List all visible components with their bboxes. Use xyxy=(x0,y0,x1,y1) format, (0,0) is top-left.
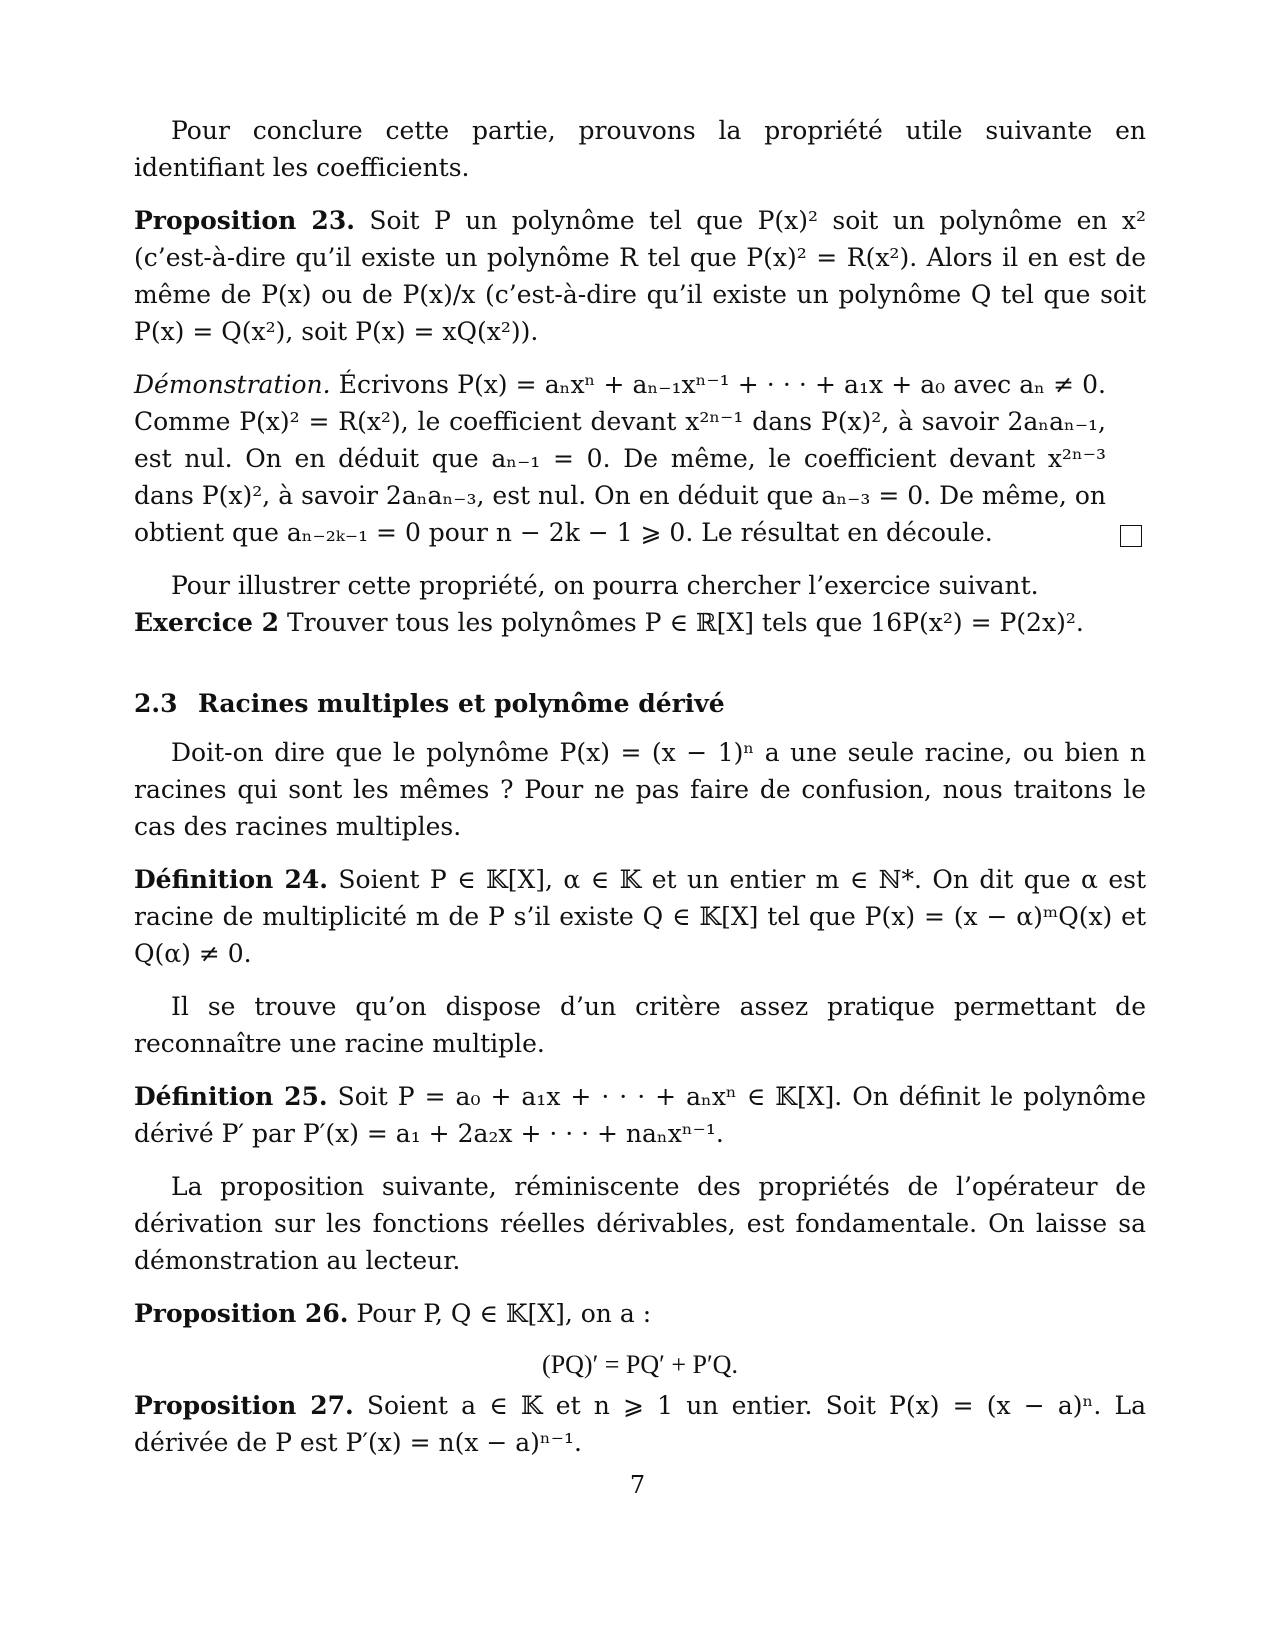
proposition-26-label: Proposition 26. xyxy=(134,1299,349,1328)
demonstration-text: Écrivons P(x) = aₙxⁿ + aₙ₋₁xⁿ⁻¹ + · · · + a₁x + a₀ avec aₙ ≠ 0. Comme P(x)² = R(x²), le coefficient devant x²ⁿ⁻¹ dans P(x)², à savoir 2aₙaₙ₋₁, est nul. On en déduit que aₙ₋₁ = 0. De même, le coefficient devant x²ⁿ⁻³ dans P(x)², à savoir 2aₙaₙ₋₃, est nul. On en déduit que aₙ₋₃ = 0. De même, on obtient que aₙ₋₂ₖ₋₁ = 0 pour n − 2k − 1 ⩾ 0. Le résultat en découle. xyxy=(134,370,1106,547)
proposition-26-text: Pour P, Q ∈ 𝕂[X], on a : xyxy=(356,1299,652,1328)
proposition-26-formula: (PQ)′ = PQ′ + P′Q. xyxy=(542,1350,738,1379)
qed-square-icon xyxy=(1120,525,1142,547)
definition-25-text: Soit P = a₀ + a₁x + · · · + aₙxⁿ ∈ 𝕂[X]. On définit le polynôme dérivé P′ par P′(x) = a₁ + 2a₂x + · · · + naₙxⁿ⁻¹. xyxy=(134,1082,1147,1148)
section-title: Racines multiples et polynôme dérivé xyxy=(198,689,725,718)
definition-25-label: Définition 25. xyxy=(134,1082,328,1111)
section-intro-paragraph: Doit-on dire que le polynôme P(x) = (x − 1)ⁿ a une seule racine, ou bien n racines qui sont les mêmes ? Pour ne pas faire de confusion, nous traitons le cas des racines multiples. xyxy=(134,738,1146,841)
proposition-23-text: Soit P un polynôme tel que P(x)² soit un polynôme en x² (c’est-à-dire qu’il existe un polynôme R tel que P(x)² = R(x²). Alors il en est de même de P(x) ou de P(x)/x (c’est-à-dire qu’il existe un polynôme Q tel que soit P(x) = Q(x²), soit P(x) = xQ(x²)). xyxy=(134,206,1147,346)
illustration-paragraph: Pour illustrer cette propriété, on pourra chercher l’exercice suivant. xyxy=(171,571,1039,600)
proposition-intro-paragraph: La proposition suivante, réminiscente des propriétés de l’opérateur de dérivation sur les fonctions réelles dérivables, est fondamentale. On laisse sa démonstration au lecteur. xyxy=(134,1172,1146,1275)
exercise-2 xyxy=(134,604,1146,641)
definition-24-text: Soient P ∈ 𝕂[X], α ∈ 𝕂 et un entier m ∈ ℕ*. On dit que α est racine de multiplicité m de P s’il existe Q ∈ 𝕂[X] tel que P(x) = (x − α)ᵐQ(x) et Q(α) ≠ 0. xyxy=(134,865,1147,968)
page-number: 7 xyxy=(629,1471,646,1499)
intro-paragraph: Pour conclure cette partie, prouvons la propriété utile suivante en identifiant les coefficients. xyxy=(134,116,1146,182)
proposition-27-text: Soient a ∈ 𝕂 et n ⩾ 1 un entier. Soit P(x) = (x − a)ⁿ. La dérivée de P est P′(x) = n(x − a)ⁿ⁻¹. xyxy=(134,1391,1146,1457)
definition-24 xyxy=(134,861,1146,972)
section-heading xyxy=(134,685,1146,722)
exercise-2-label: Exercice 2 xyxy=(134,608,279,637)
proposition-23 xyxy=(134,202,1146,350)
proposition-27 xyxy=(134,1387,1146,1461)
section-number: 2.3 xyxy=(134,689,178,718)
proposition-26 xyxy=(134,1295,1146,1332)
proposition-27-label: Proposition 27. xyxy=(134,1391,354,1420)
demonstration-label: Démonstration. xyxy=(134,370,331,399)
page-body xyxy=(134,112,1146,1461)
definition-25 xyxy=(134,1078,1146,1152)
criterion-paragraph: Il se trouve qu’on dispose d’un critère assez pratique permettant de reconnaître une racine multiple. xyxy=(134,992,1146,1058)
exercise-2-text: Trouver tous les polynômes P ∈ ℝ[X] tels que 16P(x²) = P(2x)². xyxy=(286,608,1084,637)
definition-24-label: Définition 24. xyxy=(134,865,328,894)
demonstration xyxy=(134,366,1146,551)
proposition-23-label: Proposition 23. xyxy=(134,206,355,235)
